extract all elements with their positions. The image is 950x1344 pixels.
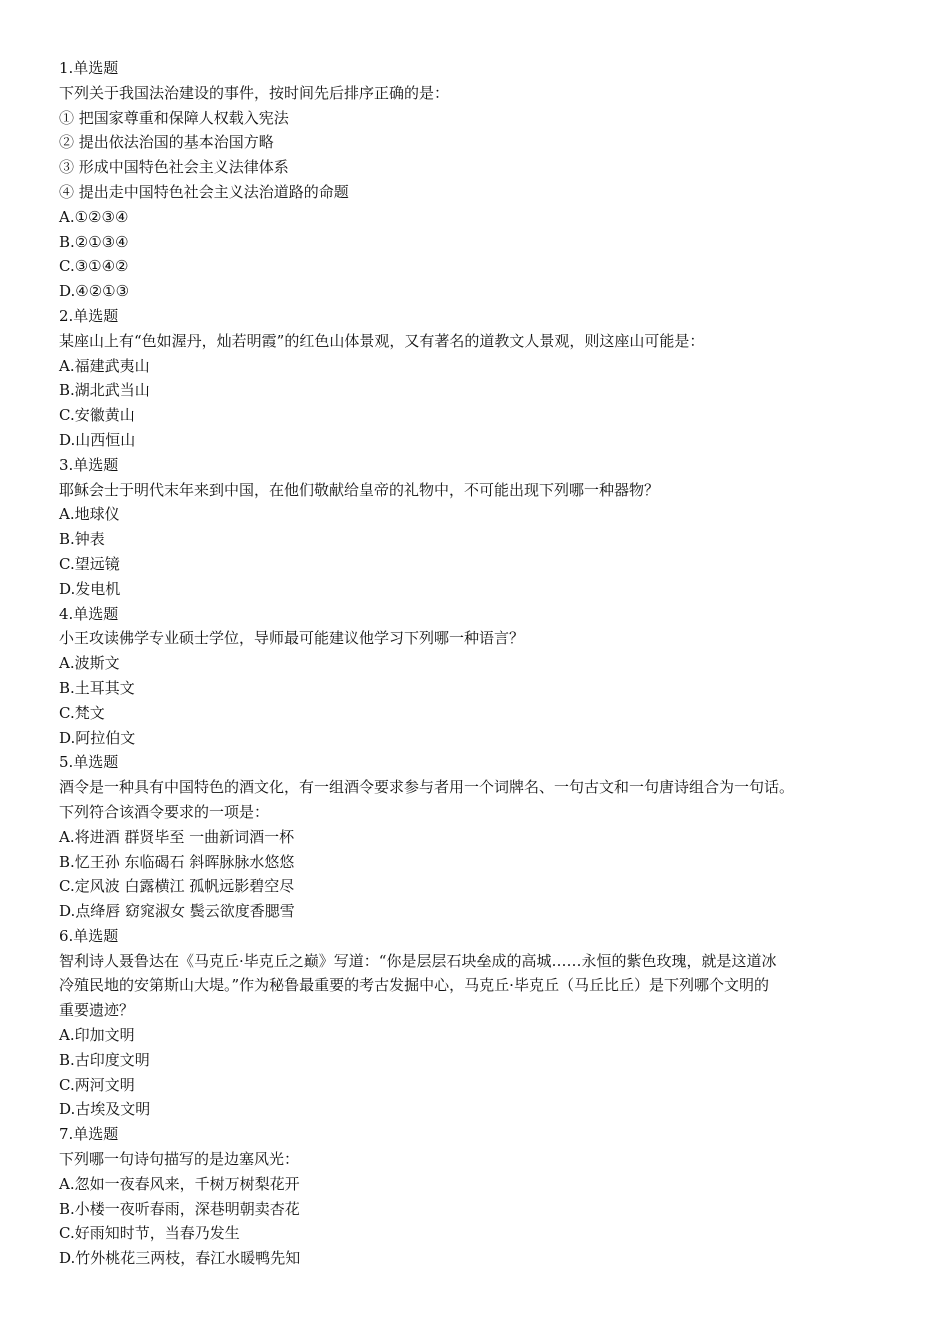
question-stem: 小王攻读佛学专业硕士学位，导师最可能建议他学习下列哪一种语言？ — [59, 629, 525, 648]
option-b: B.钟表 — [59, 530, 105, 549]
question-2 — [59, 304, 899, 453]
option-d: D.古埃及文明 — [59, 1100, 151, 1119]
exam-page — [59, 56, 899, 1271]
option-b: B.小楼一夜听春雨，深巷明朝卖杏花 — [59, 1199, 300, 1218]
option-d: D.发电机 — [59, 579, 121, 598]
option-b: B.湖北武当山 — [59, 381, 150, 400]
question-stem: 下列哪一句诗句描写的是边塞风光： — [59, 1150, 300, 1169]
question-header: 4.单选题 — [59, 604, 119, 623]
option-c: C.安徽黄山 — [59, 406, 135, 425]
option-a: A.忽如一夜春风来，千树万树梨花开 — [59, 1174, 300, 1193]
statement-item: ④ 提出走中国特色社会主义法治道路的命题 — [59, 182, 349, 201]
option-d: D.竹外桃花三两枝，春江水暖鸭先知 — [59, 1249, 301, 1268]
question-stem: 酒令是一种具有中国特色的酒文化，有一组酒令要求参与者用一个词牌名、一句古文和一句唐诗组合为一句话。 — [59, 778, 795, 797]
question-header: 6.单选题 — [59, 926, 119, 945]
option-b: B.忆王孙 东临碣石 斜晖脉脉水悠悠 — [59, 852, 295, 871]
option-d: D.④②①③ — [59, 282, 130, 301]
question-stem: 冷殖民地的安第斯山大堤。”作为秘鲁最重要的考古发掘中心，马克丘·毕克丘（马丘比丘）是下列哪个文明的 — [59, 976, 769, 995]
question-4 — [59, 602, 899, 751]
question-header: 3.单选题 — [59, 455, 119, 474]
statement-item: ① 把国家尊重和保障人权载入宪法 — [59, 108, 289, 127]
option-b: B.土耳其文 — [59, 678, 135, 697]
question-header: 1.单选题 — [59, 59, 119, 77]
question-3 — [59, 453, 899, 602]
option-a: A.福建武夷山 — [59, 356, 150, 375]
question-5 — [59, 750, 899, 924]
question-1 — [59, 56, 899, 304]
option-d: D.阿拉伯文 — [59, 728, 136, 747]
question-stem: 下列符合该酒令要求的一项是： — [59, 802, 270, 821]
question-stem: 某座山上有“色如渥丹，灿若明霞”的红色山体景观，又有著名的道教文人景观，则这座山可能是： — [59, 331, 705, 350]
option-b: B.古印度文明 — [59, 1050, 150, 1069]
option-c: C.好雨知时节，当春乃发生 — [59, 1224, 240, 1243]
option-d: D.点绛唇 窈窕淑女 鬓云欲度香腮雪 — [59, 902, 295, 921]
question-7 — [59, 1122, 899, 1271]
option-c: C.望远镜 — [59, 554, 120, 573]
question-stem: 重要遗迹？ — [59, 1001, 135, 1020]
option-a: A.波斯文 — [59, 654, 120, 673]
option-a: A.①②③④ — [59, 207, 129, 226]
question-6 — [59, 924, 899, 1122]
option-c: C.③①④② — [59, 257, 129, 276]
question-header: 5.单选题 — [59, 753, 119, 772]
question-stem: 智利诗人聂鲁达在《马克丘·毕克丘之巅》写道：“你是层层石块垒成的高城……永恒的紫色玫瑰，就是这道冰 — [59, 951, 777, 970]
option-c: C.两河文明 — [59, 1075, 135, 1094]
option-a: A.将进酒 群贤毕至 一曲新词酒一杯 — [59, 827, 295, 846]
option-a: A.印加文明 — [59, 1026, 135, 1045]
option-c: C.定风波 白露横江 孤帆远影碧空尽 — [59, 877, 295, 896]
question-header: 2.单选题 — [59, 306, 119, 325]
statement-item: ③ 形成中国特色社会主义法律体系 — [59, 158, 289, 177]
question-header: 7.单选题 — [59, 1125, 119, 1144]
option-d: D.山西恒山 — [59, 430, 136, 449]
question-stem: 耶稣会士于明代末年来到中国，在他们敬献给皇帝的礼物中，不可能出现下列哪一种器物？ — [59, 480, 660, 499]
option-c: C.梵文 — [59, 703, 105, 722]
option-b: B.②①③④ — [59, 232, 129, 251]
statement-item: ② 提出依法治国的基本治国方略 — [59, 133, 274, 152]
option-a: A.地球仪 — [59, 505, 120, 524]
question-stem: 下列关于我国法治建设的事件，按时间先后排序正确的是： — [59, 83, 450, 102]
